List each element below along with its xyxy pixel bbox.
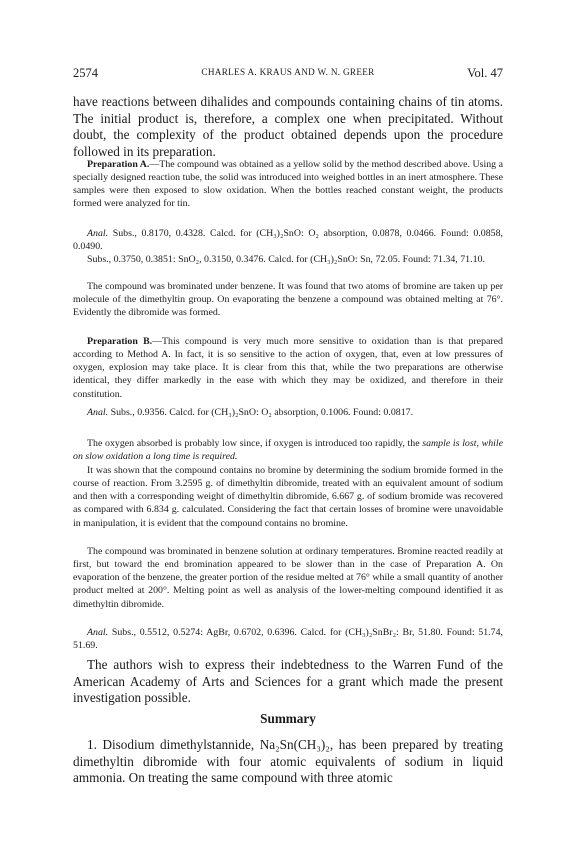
- oxygen-note: [73, 437, 503, 463]
- preparation-b-text: —This compound is very much more sensitive to oxidation than is that prepared according to Method A. In fact, it is so sensitive to the action of oxygen, that, even at low pressures of oxygen, explosion may take place. It is clear from this that, while the two preparations are otherwise identical, they differ markedly in the ease with which they may be oxidized, and therefore in their constitution.: [73, 336, 503, 400]
- page-number: 2574: [73, 66, 98, 80]
- preparation-b-label: Preparation B.: [87, 336, 153, 347]
- analysis-1-text: Subs., 0.8170, 0.4328. Calcd. for (CH₃)₂SnO: O₂ absorption, 0.0878, 0.0466. Found: 0.0858, 0.0490.: [73, 228, 503, 253]
- analysis-3-text: Subs., 0.9356. Calcd. for (CH₃)₂SnO: O₂ absorption, 0.1006. Found: 0.0817.: [108, 407, 414, 418]
- analysis-3: [73, 406, 503, 419]
- acknowledgment-paragraph: The authors wish to express their indebtedness to the Warren Fund of the American Academy of Arts and Sciences for a grant which made the present investigation possible.: [73, 657, 503, 706]
- preparation-a-text: —The compound was obtained as a yellow solid by the method described above. Using a specially designed reaction tube, the solid was introduced into weighed bottles in an inert atmosphere. These samples were then exposed to slow oxidation. When the bottles reached constant weight, the products formed were analyzed for tin.: [73, 159, 503, 210]
- intro-paragraph: have reactions between dihalides and compounds containing chains of tin atoms. The initial product is, therefore, a complex one when precipitated. Without doubt, the complexity of the product obtained depends upon the procedure followed in its preparation.: [73, 94, 503, 159]
- summary-heading: Summary: [260, 711, 316, 726]
- analysis-2: Subs., 0.3750, 0.3851: SnO₂, 0.3150, 0.3476. Calcd. for (CH₃)₂SnO: Sn, 72.05. Found: 71.34, 71.10.: [87, 254, 485, 265]
- analysis-4-text: Subs., 0.5512, 0.5274: AgBr, 0.6702, 0.6396. Calcd. for (CH₃)₂SnBr₂: Br, 51.80. Found: 51.74, 51.69.: [73, 627, 503, 652]
- analysis-1: [73, 227, 503, 253]
- bromination-paragraph-1: The compound was brominated under benzene. It was found that two atoms of bromine are taken up per molecule of the dimethyltin group. On evaporating the benzene a compound was obtained melting at 76°. Evidently the dibromide was formed.: [73, 281, 503, 319]
- oxygen-note-italic: sample is lost, while on slow oxidation a long time is required.: [73, 438, 503, 463]
- preparation-a-paragraph: [73, 158, 503, 211]
- preparation-a-label: Preparation A.: [87, 159, 150, 170]
- no-bromine-paragraph: It was shown that the compound contains no bromine by determining the sodium bromide formed in the course of reaction. From 3.2595 g. of dimethyltin dibromide, treated with an equivalent amount of sodium and then with a corresponding weight of dimethyltin dibromide, 6.667 g. of sodium bromide was recovered as compared with 6.834 g. calculated. Considering the fact that certain losses of bromine were unavoidable in manipulation, it is evident that the compound contains no bromine.: [73, 465, 503, 529]
- preparation-b-paragraph: [73, 335, 503, 401]
- anal-label-1: Anal.: [87, 228, 109, 239]
- anal-label-3: Anal.: [87, 407, 109, 418]
- summary-item-1: 1. Disodium dimethylstannide, Na₂Sn(CH₃)₂, has been prepared by treating dimethyltin dibromide with four atomic equivalents of sodium in liquid ammonia. On treating the same compound with three atomic: [73, 737, 503, 786]
- bromination-paragraph-2: The compound was brominated in benzene solution at ordinary temperatures. Bromine reacted readily at first, but toward the end bromination appeared to be slower than in the case of Preparation A. On evaporation of the benzene, the greater portion of the residue melted at 76° while a small quantity of another product melted at 200°. Melting point as well as analysis of the lower-melting compound identified it as dimethyltin dibromide.: [73, 546, 503, 610]
- running-title: CHARLES A. KRAUS AND W. N. GREER: [201, 67, 375, 77]
- analysis-4: [73, 626, 503, 652]
- volume-label: Vol. 47: [467, 66, 503, 80]
- anal-label-4: Anal.: [87, 627, 109, 638]
- page-header: [73, 66, 503, 84]
- oxygen-note-text: The oxygen absorbed is probably low since, if oxygen is introduced too rapidly, the: [87, 438, 423, 449]
